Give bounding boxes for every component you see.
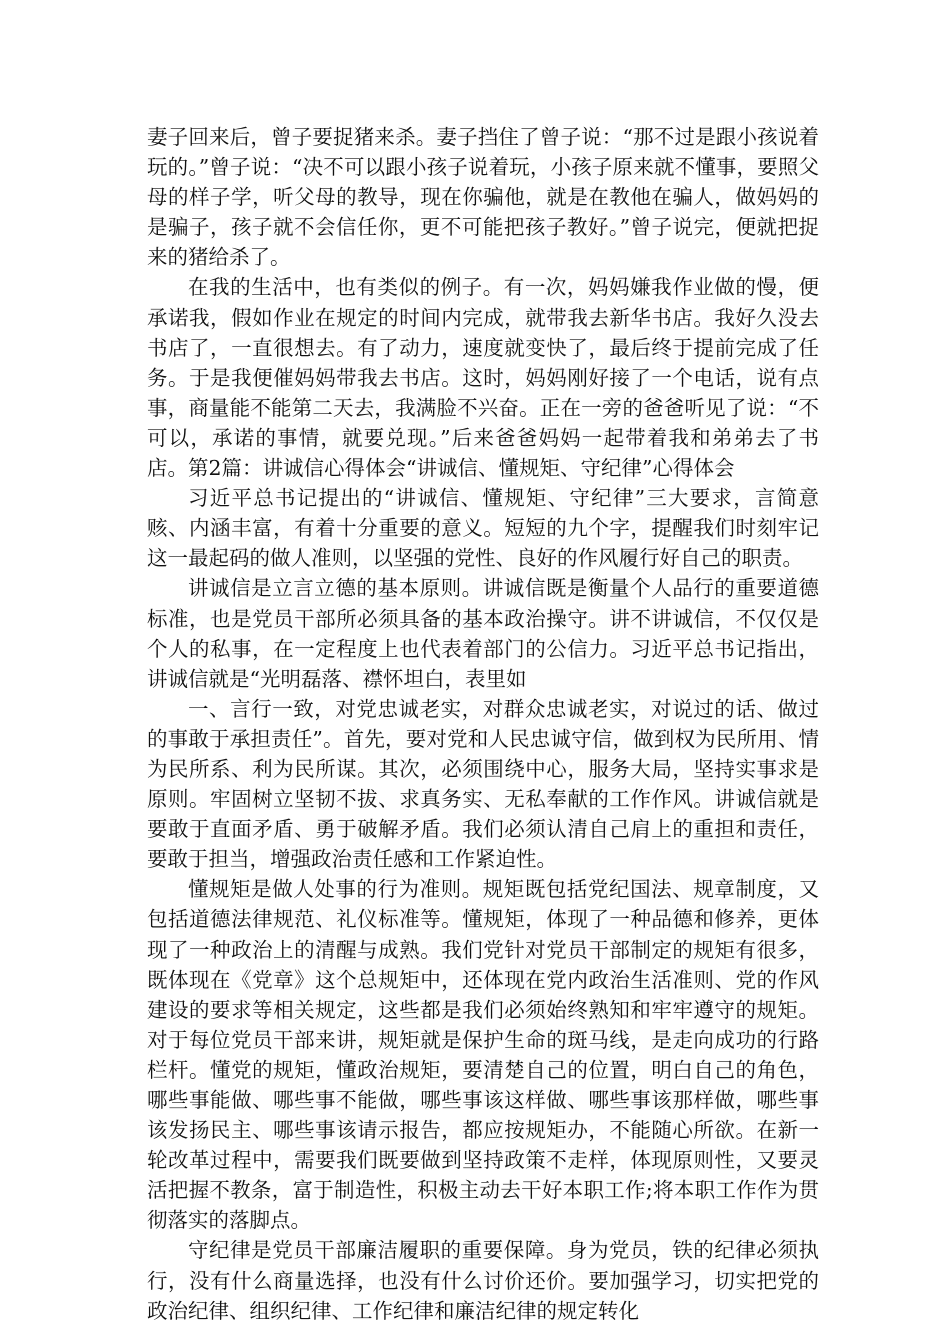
document-body [147, 122, 819, 1326]
paragraph-7: 守纪律是党员干部廉洁履职的重要保障。身为党员，铁的纪律必须执行，没有什么商量选择，也没有什么讨价还价。要加强学习，切实把党的政治纪律、组织纪律、工作纪律和廉洁纪律的规定转化 [147, 1238, 819, 1323]
paragraph-4: 讲诚信是立言立德的基本原则。讲诚信既是衡量个人品行的重要道德标准，也是党员干部所必须具备的基本政治操守。讲不讲诚信，不仅仅是个人的私事，在一定程度上也代表着部门的公信力。习近平总书记指出，讲诚信就是“光明磊落、襟怀坦白，表里如 [147, 576, 819, 691]
paragraph-2: 在我的生活中，也有类似的例子。有一次，妈妈嫌我作业做的慢，便承诺我，假如作业在规定的时间内完成，就带我去新华书店。我好久没去书店了，一直很想去。有了动力，速度就变快了，最后终于提前完成了任务。于是我便催妈妈带我去书店。这时，妈妈刚好接了一个电话，说有点事，商量能不能第二天去，我满脸不兴奋。正在一旁的爸爸听见了说：“不可以，承诺的事情，就要兑现。”后来爸爸妈妈一起带着我和弟弟去了书店。第2篇：讲诚信心得体会“讲诚信、懂规矩、守纪律”心得体会 [147, 275, 819, 481]
paragraph-3: 习近平总书记提出的“讲诚信、懂规矩、守纪律”三大要求，言简意赅、内涵丰富，有着十分重要的意义。短短的九个字，提醒我们时刻牢记这一最起码的做人准则，以坚强的党性、良好的作风履行好自己的职责。 [147, 486, 819, 571]
paragraph-1: 妻子回来后，曾子要捉猪来杀。妻子挡住了曾子说：“那不过是跟小孩说着玩的。”曾子说：“决不可以跟小孩子说着玩，小孩子原来就不懂事，要照父母的样子学，听父母的教导，现在你骗他，就是在教他在骗人，做妈妈的是骗子，孩子就不会信任你，更不可能把孩子教好。”曾子说完，便就把捉来的猪给杀了。 [147, 125, 819, 270]
paragraph-5: 一、言行一致，对党忠诚老实，对群众忠诚老实，对说过的话、做过的事敢于承担责任”。首先，要对党和人民忠诚守信，做到权为民所用、情为民所系、利为民所谋。其次，必须围绕中心，服务大局，坚持实事求是原则。牢固树立坚韧不拔、求真务实、无私奉献的工作作风。讲诚信就是要敢于直面矛盾、勇于破解矛盾。我们必须认清自己肩上的重担和责任，要敢于担当，增强政治责任感和工作紧迫性。 [147, 696, 819, 872]
paragraph-6: 懂规矩是做人处事的行为准则。规矩既包括党纪国法、规章制度，又包括道德法律规范、礼仪标准等。懂规矩，体现了一种品德和修养，更体现了一种政治上的清醒与成熟。我们党针对党员干部制定的规矩有很多，既体现在《党章》这个总规矩中，还体现在党内政治生活准则、党的作风建设的要求等相关规定，这些都是我们必须始终熟知和牢牢遵守的规矩。对于每位党员干部来讲，规矩就是保护生命的斑马线，是走向成功的行路栏杆。懂党的规矩，懂政治规矩，要清楚自己的位置，明白自己的角色，哪些事能做、哪些事不能做，哪些事该这样做、哪些事该那样做，哪些事该发扬民主、哪些事该请示报告，都应按规矩办，不能随心所欲。在新一轮改革过程中，需要我们既要做到坚持政策不走样，体现原则性，又要灵活把握不教条，富于制造性，积极主动去干好本职工作;将本职工作作为贯彻落实的落脚点。 [147, 877, 819, 1233]
